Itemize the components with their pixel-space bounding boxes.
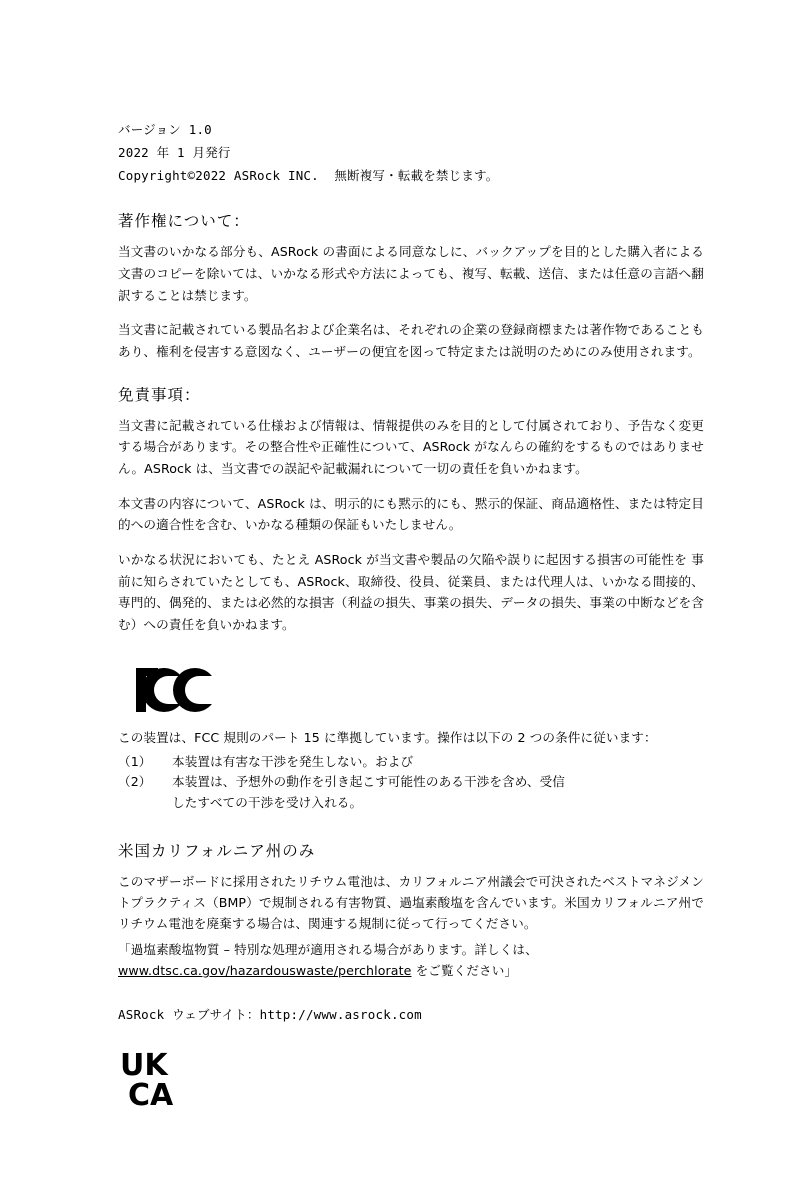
california-quote-prefix: 「過塩素酸塩物質 – 特別な処理が適用される場合があります。詳しくは、 (118, 941, 538, 957)
fcc-condition-1 (118, 752, 704, 772)
california-quote-suffix: をご覧ください」 (411, 962, 518, 978)
version-line: バージョン 1.0 (118, 122, 212, 137)
fcc-icon (134, 666, 220, 714)
fcc-conditions-list (118, 752, 704, 813)
asrock-website-line: ASRock ウェブサイト：http://www.asrock.com (118, 1006, 422, 1022)
disclaimer-heading: 免責事項： (118, 385, 201, 404)
fcc-condition-2-text: 本装置は、予想外の動作を引き起こす可能性のある干渉を含め、受信 (172, 774, 566, 790)
california-perchlorate-notice (118, 939, 704, 981)
svg-text:UK: UK (120, 1048, 168, 1083)
california-heading: 米国カリフォルニア州のみ (118, 842, 316, 861)
fcc-condition-1-number: （1） (118, 753, 152, 769)
california-body-text: このマザーボードに採用されたリチウム電池は、カリフォルニア州議会で可決されたベストマネジメントプラクティス（BMP）で規制される有害物質、過塩素酸塩を含んでいます。米国カリフォルニア州でリチウム電池を廃棄する場合は、関連する規制に従って行ってください。 (118, 874, 704, 932)
copyright-paragraph-2: 当文書に記載されている製品名および企業名は、それぞれの企業の登録商標または著作物であることもあり、権利を侵害する意図なく、ユーザーの便宜を図って特定または説明のためにのみ使用されます。 (118, 322, 704, 359)
document-page (118, 118, 704, 1111)
dtsc-perchlorate-link[interactable]: www.dtsc.ca.gov/hazardouswaste/perchlorate (118, 962, 412, 978)
fcc-condition-2-continued: したすべての干渉を受け入れる。 (172, 794, 363, 810)
disclaimer-paragraph-2: 本文書の内容について、ASRock は、明示的にも黙示的にも、黙示的保証、商品適格性、または特定目的への適合性を含む、いかなる種類の保証もいたしません。 (118, 495, 704, 533)
fcc-condition-2 (118, 772, 704, 792)
disclaimer-paragraph-1: 当文書に記載されている仕様および情報は、情報提供のみを目的として付属されており、予告なく変更する場合があります。その整合性や正確性について、ASRock がなんらの確約をするものではありません。ASRock は、当文書での誤記や記載漏れについて一切の責任を負いかねます。 (118, 417, 704, 476)
fcc-condition-2-number: （2） (118, 774, 152, 790)
svg-text:CA: CA (128, 1077, 174, 1111)
copyright-paragraph-1: 当文書のいかなる部分も、ASRock の書面による同意なしに、バックアップを目的とした購入者による文書のコピーを除いては、いかなる形式や方法によっても、複写、転載、送信、または任意の言語へ翻訳することは禁じます。 (118, 244, 704, 303)
copyright-line: Copyright©2022 ASRock INC. 無断複写・転載を禁じます。 (118, 168, 499, 184)
copyright-heading: 著作権について： (118, 212, 250, 231)
publication-date-line: 2022 年 1 月発行 (118, 145, 231, 161)
fcc-intro-text: この装置は、FCC 規則のパート 15 に準拠しています。操作は以下の 2 つの条件に従います： (118, 729, 657, 745)
california-section (118, 839, 704, 981)
fcc-condition-1-text: 本装置は有害な干渉を発生しない。および (172, 753, 414, 769)
disclaimer-paragraph-3: いかなる状況においても、たとえ ASRock が当文書や製品の欠陥や誤りに起因する損害の可能性を 事前に知らされていたとしても、ASRock、取締役、役員、従業員、または代理人は、いかなる間接的、専門的、偶発的、または必然的な損害（利益の損失、事業の損失、データの損失、事業の中断などを含む）への責任を負いかねます。 (118, 551, 704, 632)
ukca-icon (120, 1049, 704, 1111)
version-header (118, 118, 704, 187)
